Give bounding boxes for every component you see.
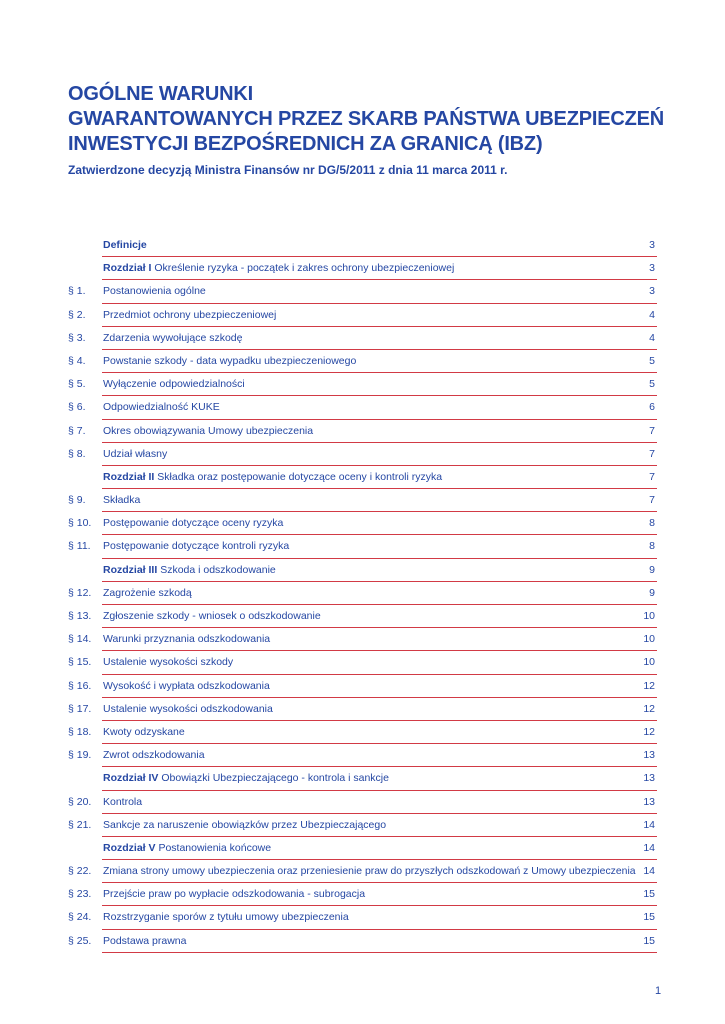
- toc-section-number: § 8.: [68, 447, 86, 460]
- approval-subtitle: Zatwierdzone decyzją Ministra Finansów nr DG/5/2011 z dnia 11 marca 2011 r.: [68, 163, 508, 177]
- toc-entry-title: [103, 656, 633, 668]
- toc-page-number: 7: [649, 424, 655, 437]
- toc-entry-title: [103, 332, 633, 344]
- toc-entry-text: Obowiązki Ubezpieczającego - kontrola i sankcje: [161, 772, 389, 785]
- toc-section-number: § 11.: [68, 540, 91, 553]
- toc-entry-title: [103, 587, 633, 599]
- toc-page-number: 9: [649, 586, 655, 599]
- toc-entry-text: Odpowiedzialność KUKE: [103, 401, 220, 414]
- toc-chapter-label: Rozdział V: [103, 841, 156, 854]
- toc-page-number: 14: [643, 818, 655, 831]
- toc-row: [68, 559, 657, 582]
- toc-row: [68, 489, 657, 512]
- toc-page-number: 14: [643, 865, 655, 878]
- toc-entry-title: [103, 540, 633, 552]
- toc-page-number: 13: [643, 749, 655, 762]
- toc-entry-title: [103, 610, 633, 622]
- toc-section-number: § 14.: [68, 633, 92, 646]
- toc-entry-title: [103, 796, 633, 808]
- toc-page-number: 4: [649, 331, 655, 344]
- toc-section-number: § 13.: [68, 610, 92, 622]
- toc-entry-text: Zagrożenie szkodą: [103, 586, 192, 599]
- toc-page-number: 13: [643, 772, 655, 785]
- toc-entry-title: [103, 355, 633, 367]
- toc-section-number: § 25.: [68, 934, 92, 947]
- toc-entry-text: Okres obowiązywania Umowy ubezpieczenia: [103, 424, 314, 437]
- toc-page-number: 10: [643, 633, 655, 646]
- toc-section-number: § 22.: [68, 865, 92, 878]
- toc-page-number: 6: [649, 401, 655, 414]
- toc-entry-text: Zmiana strony umowy ubezpieczenia oraz przeniesienie praw do przyszłych odszkodowań z Umowy ubezpieczenia: [103, 865, 636, 878]
- toc-chapter-label: Rozdział I: [103, 262, 152, 275]
- toc-entry-text: Zwrot odszkodowania: [103, 749, 205, 762]
- toc-row: [68, 535, 657, 558]
- toc-row: [68, 651, 657, 674]
- toc-entry-title: [103, 401, 633, 413]
- toc-page-number: 7: [649, 494, 655, 507]
- toc-row: [68, 582, 657, 605]
- title-line-2: GWARANTOWANYCH PRZEZ SKARB PAŃSTWA UBEZPIECZEŃ: [68, 108, 664, 130]
- toc-page-number: 14: [643, 841, 655, 854]
- toc-entry-text: Udział własny: [103, 447, 168, 460]
- toc-section-number: § 21.: [68, 818, 92, 831]
- toc-entry-text: Zdarzenia wywołujące szkodę: [103, 331, 243, 344]
- toc-page-number: 3: [649, 285, 655, 298]
- toc-entry-title: [103, 285, 633, 297]
- toc-row: [68, 767, 657, 790]
- toc-row: [68, 906, 657, 929]
- toc-entry-title: [103, 262, 633, 274]
- table-of-contents: [68, 234, 657, 953]
- toc-section-number: § 10.: [68, 517, 92, 530]
- toc-entry-title: [103, 865, 636, 878]
- toc-row: [68, 605, 657, 628]
- toc-entry-text: Postępowanie dotyczące oceny ryzyka: [103, 517, 284, 530]
- toc-entry-title: [103, 935, 633, 947]
- toc-section-number: § 17.: [68, 702, 92, 715]
- toc-row: [68, 814, 657, 837]
- toc-page-number: 5: [649, 378, 655, 391]
- toc-row: [68, 327, 657, 350]
- toc-divider: [102, 952, 657, 953]
- toc-page-number: 15: [643, 911, 655, 924]
- toc-page-number: 10: [643, 610, 655, 622]
- toc-entry-text: Składka: [103, 494, 141, 507]
- toc-entry-title: [103, 680, 633, 692]
- toc-entry-title: [103, 726, 633, 738]
- toc-entry-text: Wysokość i wypłata odszkodowania: [103, 679, 270, 692]
- toc-row: [68, 350, 657, 373]
- toc-page-number: 7: [649, 470, 655, 483]
- toc-row: [68, 698, 657, 721]
- toc-row: [68, 443, 657, 466]
- toc-page-number: 3: [649, 262, 655, 275]
- toc-chapter-label: Rozdział III: [103, 563, 158, 576]
- toc-entry-title: [103, 772, 633, 784]
- toc-entry-text: Warunki przyznania odszkodowania: [103, 633, 271, 646]
- toc-row: [68, 257, 657, 280]
- toc-entry-text: Określenie ryzyka - początek i zakres ochrony ubezpieczeniowej: [154, 262, 455, 275]
- title-line-1: OGÓLNE WARUNKI: [68, 83, 253, 105]
- toc-entry-title: [103, 448, 633, 460]
- toc-entry-text: Szkoda i odszkodowanie: [160, 563, 276, 576]
- toc-row: [68, 860, 657, 883]
- toc-entry-title: [103, 842, 633, 854]
- toc-page-number: 12: [643, 679, 655, 692]
- toc-entry-text: Ustalenie wysokości odszkodowania: [103, 702, 273, 715]
- toc-chapter-label: Rozdział IV: [103, 772, 159, 785]
- toc-entry-text: Przejście praw po wypłacie odszkodowania - subrogacja: [103, 888, 366, 901]
- toc-page-number: 13: [643, 795, 655, 808]
- toc-section-number: § 23.: [68, 888, 92, 901]
- toc-section-number: § 19.: [68, 749, 92, 762]
- toc-entry-title: [103, 703, 633, 715]
- toc-entry-text: Wyłączenie odpowiedzialności: [103, 378, 245, 391]
- toc-entry-title: [103, 471, 633, 483]
- toc-entry-text: Ustalenie wysokości szkody: [103, 656, 234, 669]
- toc-entry-text: Składka oraz postępowanie dotyczące oceny i kontroli ryzyka: [157, 470, 443, 483]
- toc-section-number: § 7.: [68, 424, 86, 437]
- toc-entry-text: Definicje: [103, 239, 147, 251]
- toc-entry-title: [103, 309, 633, 321]
- toc-page-number: 12: [643, 702, 655, 715]
- toc-entry-text: Rozstrzyganie sporów z tytułu umowy ubezpieczenia: [103, 911, 349, 924]
- toc-entry-title: [103, 564, 633, 576]
- toc-section-number: § 15.: [68, 656, 92, 669]
- toc-section-number: § 9.: [68, 494, 86, 507]
- toc-row: [68, 280, 657, 303]
- toc-entry-title: [103, 378, 633, 390]
- toc-page-number: 10: [643, 656, 655, 669]
- toc-page-number: 5: [649, 354, 655, 367]
- toc-entry-title: [103, 888, 633, 900]
- toc-section-number: § 3.: [68, 331, 86, 344]
- toc-row: [68, 628, 657, 651]
- toc-page-number: 8: [649, 517, 655, 530]
- document-header: [68, 82, 688, 178]
- toc-section-number: § 5.: [68, 378, 86, 391]
- toc-entry-text: Sankcje za naruszenie obowiązków przez Ubezpieczającego: [103, 818, 387, 831]
- toc-entry-title: [103, 911, 633, 923]
- toc-row: [68, 675, 657, 698]
- toc-entry-text: Postanowienia końcowe: [158, 841, 272, 854]
- toc-entry-text: Przedmiot ochrony ubezpieczeniowej: [103, 308, 277, 321]
- toc-section-number: § 24.: [68, 911, 92, 924]
- toc-entry-title: [103, 239, 633, 251]
- toc-entry-text: Postępowanie dotyczące kontroli ryzyka: [103, 540, 290, 553]
- toc-row: [68, 466, 657, 489]
- toc-row: [68, 304, 657, 327]
- toc-entry-title: [103, 819, 633, 831]
- toc-page-number: 8: [649, 540, 655, 553]
- toc-page-number: 9: [649, 563, 655, 576]
- toc-entry-title: [103, 425, 633, 437]
- page-number: 1: [655, 985, 662, 997]
- toc-section-number: § 18.: [68, 725, 92, 738]
- toc-section-number: § 1.: [68, 285, 86, 298]
- toc-entry-text: Powstanie szkody - data wypadku ubezpieczeniowego: [103, 354, 357, 367]
- toc-row: [68, 791, 657, 814]
- toc-page-number: 15: [643, 888, 655, 901]
- toc-page-number: 15: [643, 934, 655, 947]
- toc-row: [68, 373, 657, 396]
- toc-entry-title: [103, 749, 633, 761]
- toc-page-number: 12: [643, 725, 655, 738]
- toc-row: [68, 234, 657, 257]
- toc-page-number: 4: [649, 308, 655, 321]
- toc-row: [68, 721, 657, 744]
- toc-row: [68, 420, 657, 443]
- toc-page-number: 3: [649, 239, 655, 251]
- toc-entry-title: [103, 517, 633, 529]
- toc-row: [68, 512, 657, 535]
- toc-section-number: § 20.: [68, 795, 92, 808]
- toc-row: [68, 744, 657, 767]
- toc-section-number: § 12.: [68, 586, 92, 599]
- toc-entry-text: Zgłoszenie szkody - wniosek o odszkodowanie: [103, 610, 321, 622]
- toc-row: [68, 930, 657, 953]
- toc-chapter-label: Rozdział II: [103, 470, 155, 483]
- toc-section-number: § 6.: [68, 401, 86, 414]
- title-line-3: INWESTYCJI BEZPOŚREDNICH ZA GRANICĄ (IBZ): [68, 133, 543, 155]
- toc-row: [68, 396, 657, 419]
- toc-entry-text: Podstawa prawna: [103, 934, 187, 947]
- toc-entry-text: Postanowienia ogólne: [103, 285, 206, 298]
- toc-section-number: § 4.: [68, 354, 86, 367]
- toc-row: [68, 883, 657, 906]
- toc-entry-text: Kwoty odzyskane: [103, 725, 185, 738]
- toc-section-number: § 2.: [68, 308, 86, 321]
- toc-entry-text: Kontrola: [103, 795, 143, 808]
- toc-section-number: § 16.: [68, 679, 92, 692]
- toc-entry-title: [103, 494, 633, 506]
- toc-page-number: 7: [649, 447, 655, 460]
- toc-entry-title: [103, 633, 633, 645]
- toc-row: [68, 837, 657, 860]
